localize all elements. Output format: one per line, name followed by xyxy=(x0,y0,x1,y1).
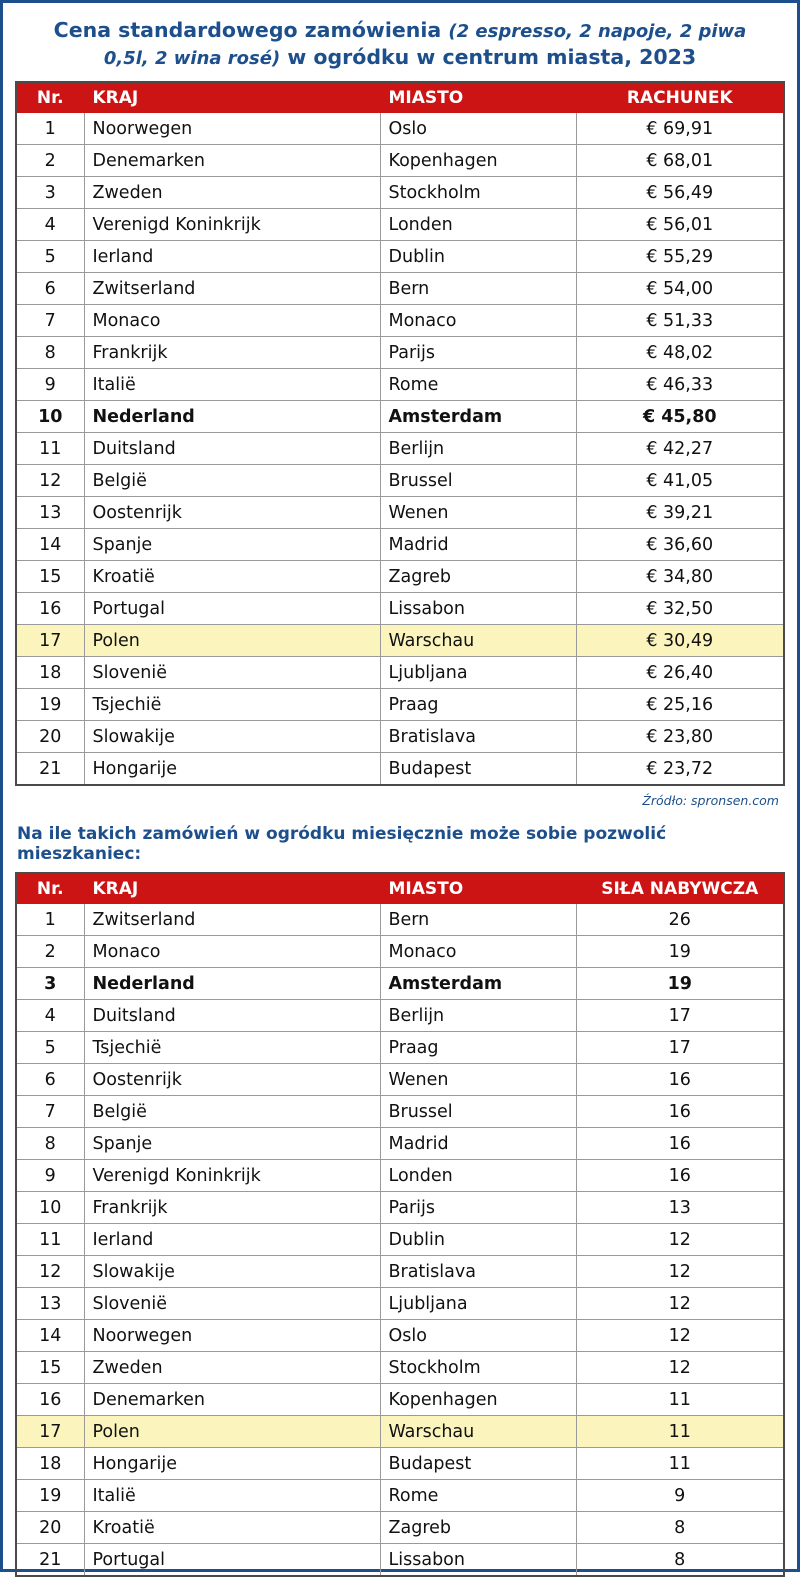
cell-country: Monaco xyxy=(84,305,380,337)
cell-country: Spanje xyxy=(84,1128,380,1160)
cell-country: Hongarije xyxy=(84,1448,380,1480)
cell-country: Spanje xyxy=(84,529,380,561)
cell-value: € 68,01 xyxy=(576,145,784,177)
cell-country: Noorwegen xyxy=(84,113,380,145)
cell-value: 19 xyxy=(576,968,784,1000)
cell-city: Praag xyxy=(380,689,576,721)
table-row xyxy=(16,1288,784,1320)
table-row xyxy=(16,1448,784,1480)
cell-value: 12 xyxy=(576,1256,784,1288)
cell-value: € 54,00 xyxy=(576,273,784,305)
cell-nr: 14 xyxy=(16,529,84,561)
cell-value: € 36,60 xyxy=(576,529,784,561)
cell-nr: 4 xyxy=(16,209,84,241)
table-row xyxy=(16,753,784,786)
cell-city: Madrid xyxy=(380,1128,576,1160)
cell-nr: 15 xyxy=(16,561,84,593)
table-row xyxy=(16,561,784,593)
cell-value: 12 xyxy=(576,1288,784,1320)
cell-city: Lissabon xyxy=(380,593,576,625)
cell-nr: 1 xyxy=(16,904,84,936)
cell-nr: 4 xyxy=(16,1000,84,1032)
cell-city: Warschau xyxy=(380,625,576,657)
cell-city: Warschau xyxy=(380,1416,576,1448)
table-row xyxy=(16,113,784,145)
purchasing-power-table-body xyxy=(16,904,784,1576)
table-row xyxy=(16,497,784,529)
cell-country: Ierland xyxy=(84,1224,380,1256)
cell-city: Oslo xyxy=(380,1320,576,1352)
cell-value: 11 xyxy=(576,1416,784,1448)
table-row xyxy=(16,337,784,369)
table-row xyxy=(16,1192,784,1224)
table-row xyxy=(16,1096,784,1128)
cell-country: Kroatië xyxy=(84,1512,380,1544)
price-table xyxy=(15,81,785,786)
cell-country: Polen xyxy=(84,1416,380,1448)
cell-city: Budapest xyxy=(380,1448,576,1480)
table-row xyxy=(16,209,784,241)
cell-value: € 41,05 xyxy=(576,465,784,497)
cell-country: Denemarken xyxy=(84,145,380,177)
cell-country: Zweden xyxy=(84,177,380,209)
cell-country: Slowakije xyxy=(84,1256,380,1288)
cell-nr: 3 xyxy=(16,968,84,1000)
table-row xyxy=(16,1000,784,1032)
table-row xyxy=(16,1544,784,1577)
cell-city: Zagreb xyxy=(380,561,576,593)
column-header-nr: Nr. xyxy=(16,873,84,904)
cell-city: Kopenhagen xyxy=(380,145,576,177)
table-row xyxy=(16,689,784,721)
purchasing-power-table-header xyxy=(16,873,784,904)
cell-value: € 45,80 xyxy=(576,401,784,433)
table-row xyxy=(16,1480,784,1512)
cell-value: 16 xyxy=(576,1160,784,1192)
cell-value: € 56,49 xyxy=(576,177,784,209)
cell-nr: 18 xyxy=(16,1448,84,1480)
cell-value: 17 xyxy=(576,1000,784,1032)
cell-value: € 23,72 xyxy=(646,758,714,779)
table-row xyxy=(16,305,784,337)
cell-country: Ierland xyxy=(84,241,380,273)
cell-nr: 5 xyxy=(16,1032,84,1064)
cell-city: Londen xyxy=(380,209,576,241)
cell-value: 11 xyxy=(576,1448,784,1480)
cell-value: 16 xyxy=(576,1128,784,1160)
table-row xyxy=(16,1032,784,1064)
cell-nr: 8 xyxy=(16,1128,84,1160)
table-row xyxy=(16,1512,784,1544)
table-row xyxy=(16,433,784,465)
cell-country: Kroatië xyxy=(84,561,380,593)
cell-nr: 13 xyxy=(16,497,84,529)
column-header-city: MIASTO xyxy=(380,82,576,113)
table-row xyxy=(16,1384,784,1416)
cell-country: Zwitserland xyxy=(84,273,380,305)
cell-city: Ljubljana xyxy=(380,657,576,689)
column-header-city: MIASTO xyxy=(380,873,576,904)
table-header-row xyxy=(16,82,784,113)
table-row xyxy=(16,145,784,177)
cell-value: € 32,50 xyxy=(576,593,784,625)
cell-value: € 34,80 xyxy=(576,561,784,593)
cell-nr: 19 xyxy=(16,689,84,721)
cell-nr: 21 xyxy=(16,1544,84,1577)
cell-nr: 15 xyxy=(16,1352,84,1384)
cell-value: € 56,01 xyxy=(576,209,784,241)
cell-value: 9 xyxy=(576,1480,784,1512)
cell-nr: 11 xyxy=(16,1224,84,1256)
cell-nr: 2 xyxy=(16,936,84,968)
cell-nr: 1 xyxy=(16,113,84,145)
cell-nr: 11 xyxy=(16,433,84,465)
cell-city: Monaco xyxy=(380,305,576,337)
cell-country: Nederland xyxy=(84,401,380,433)
table-row xyxy=(16,968,784,1000)
cell-value: 8 xyxy=(576,1512,784,1544)
cell-nr: 10 xyxy=(16,1192,84,1224)
column-header-country: KRAJ xyxy=(84,873,380,904)
cell-city: Dublin xyxy=(380,1224,576,1256)
price-table-header xyxy=(16,82,784,113)
cell-city: Wenen xyxy=(380,1064,576,1096)
cell-city: Praag xyxy=(380,1032,576,1064)
cell-nr: 6 xyxy=(16,1064,84,1096)
cell-city: Berlijn xyxy=(380,1000,576,1032)
cell-city: Amsterdam xyxy=(380,968,576,1000)
table-row xyxy=(16,177,784,209)
cell-country: Slovenië xyxy=(84,1288,380,1320)
cell-city: Oslo xyxy=(380,113,576,145)
cell-value: 11 xyxy=(576,1384,784,1416)
cell-city: Budapest xyxy=(380,753,576,786)
section-subtitle: Na ile takich zamówień w ogródku miesięcznie może sobie pozwolić mieszkaniec: xyxy=(17,824,667,865)
cell-value: 12 xyxy=(576,1320,784,1352)
cell-country: Zweden xyxy=(84,1352,380,1384)
cell-nr: 2 xyxy=(16,145,84,177)
table-row xyxy=(16,401,784,433)
cell-nr: 5 xyxy=(16,241,84,273)
cell-country: Oostenrijk xyxy=(84,497,380,529)
cell-city: Brussel xyxy=(380,465,576,497)
cell-nr: 17 xyxy=(16,625,84,657)
cell-city: Parijs xyxy=(380,337,576,369)
column-header-value: RACHUNEK xyxy=(576,82,784,113)
cell-country: België xyxy=(84,1096,380,1128)
cell-value: € 30,49 xyxy=(576,625,784,657)
table-row xyxy=(16,1224,784,1256)
table-row xyxy=(16,1256,784,1288)
cell-country: Denemarken xyxy=(84,1384,380,1416)
cell-city: Rome xyxy=(380,369,576,401)
table-row xyxy=(16,369,784,401)
table-row xyxy=(16,1320,784,1352)
cell-city: Stockholm xyxy=(380,177,576,209)
cell-value: € 25,16 xyxy=(576,689,784,721)
cell-nr: 21 xyxy=(16,753,84,786)
table-row xyxy=(16,1160,784,1192)
source-note: Źródło: spronsen.com xyxy=(642,793,779,809)
cell-country: Portugal xyxy=(84,1544,380,1577)
cell-country: Tsjechië xyxy=(84,689,380,721)
cell-nr: 9 xyxy=(16,1160,84,1192)
table-row xyxy=(16,1416,784,1448)
cell-country: Duitsland xyxy=(84,1000,380,1032)
cell-city: Bratislava xyxy=(380,721,576,753)
cell-country: Polen xyxy=(84,625,380,657)
table-row xyxy=(16,1352,784,1384)
table-row xyxy=(16,529,784,561)
table-row xyxy=(16,465,784,497)
cell-nr: 13 xyxy=(16,1288,84,1320)
cell-nr: 18 xyxy=(16,657,84,689)
cell-value: 13 xyxy=(576,1192,784,1224)
table-row xyxy=(16,904,784,936)
cell-city: Ljubljana xyxy=(380,1288,576,1320)
cell-nr: 16 xyxy=(16,593,84,625)
cell-nr: 20 xyxy=(16,721,84,753)
cell-country: Monaco xyxy=(84,936,380,968)
cell-city: Kopenhagen xyxy=(380,1384,576,1416)
cell-country: België xyxy=(84,465,380,497)
cell-nr: 9 xyxy=(16,369,84,401)
cell-city: Amsterdam xyxy=(380,401,576,433)
cell-city: Londen xyxy=(380,1160,576,1192)
cell-country: Frankrijk xyxy=(84,337,380,369)
cell-value: 17 xyxy=(576,1032,784,1064)
cell-country: Portugal xyxy=(84,593,380,625)
cell-country: Zwitserland xyxy=(84,904,380,936)
column-header-country: KRAJ xyxy=(84,82,380,113)
cell-country: Italië xyxy=(84,1480,380,1512)
cell-value: € 23,80 xyxy=(576,721,784,753)
table-row xyxy=(16,273,784,305)
cell-value: € 39,21 xyxy=(576,497,784,529)
cell-nr: 3 xyxy=(16,177,84,209)
cell-city: Madrid xyxy=(380,529,576,561)
column-header-value: SIŁA NABYWCZA xyxy=(576,873,784,904)
cell-value: 12 xyxy=(576,1352,784,1384)
cell-city: Zagreb xyxy=(380,1512,576,1544)
table-row xyxy=(16,936,784,968)
cell-nr: 14 xyxy=(16,1320,84,1352)
cell-nr: 10 xyxy=(16,401,84,433)
table-row xyxy=(16,657,784,689)
cell-nr: 12 xyxy=(16,465,84,497)
cell-value: 8 xyxy=(674,1549,686,1570)
cell-city: Lissabon xyxy=(380,1544,576,1577)
cell-value: € 48,02 xyxy=(576,337,784,369)
table-row xyxy=(16,625,784,657)
cell-value: 16 xyxy=(576,1096,784,1128)
cell-nr: 8 xyxy=(16,337,84,369)
cell-city: Monaco xyxy=(380,936,576,968)
cell-nr: 7 xyxy=(16,305,84,337)
page-title-part-2: w ogródku w centrum miasta, 2023 xyxy=(280,45,697,70)
cell-nr: 12 xyxy=(16,1256,84,1288)
cell-city: Bratislava xyxy=(380,1256,576,1288)
cell-value: € 69,91 xyxy=(576,113,784,145)
cell-value: € 51,33 xyxy=(576,305,784,337)
cell-value: 26 xyxy=(576,904,784,936)
cell-country: Tsjechië xyxy=(84,1032,380,1064)
cell-nr: 19 xyxy=(16,1480,84,1512)
table-row xyxy=(16,1064,784,1096)
cell-city: Bern xyxy=(380,904,576,936)
cell-city: Wenen xyxy=(380,497,576,529)
cell-country: Duitsland xyxy=(84,433,380,465)
cell-nr: 20 xyxy=(16,1512,84,1544)
cell-country: Slowakije xyxy=(84,721,380,753)
cell-country: Frankrijk xyxy=(84,1192,380,1224)
table-row xyxy=(16,593,784,625)
cell-value: € 26,40 xyxy=(576,657,784,689)
table-header-row xyxy=(16,873,784,904)
purchasing-power-table xyxy=(15,872,785,1577)
cell-value: 19 xyxy=(576,936,784,968)
cell-city: Parijs xyxy=(380,1192,576,1224)
cell-country: Oostenrijk xyxy=(84,1064,380,1096)
price-table-body xyxy=(16,113,784,785)
page-title-part-1: Cena standardowego zamówienia xyxy=(53,18,449,42)
cell-nr: 6 xyxy=(16,273,84,305)
table-row xyxy=(16,1128,784,1160)
table-row xyxy=(16,721,784,753)
cell-country: Noorwegen xyxy=(84,1320,380,1352)
table-row xyxy=(16,241,784,273)
cell-country: Verenigd Koninkrijk xyxy=(84,209,380,241)
cell-city: Bern xyxy=(380,273,576,305)
cell-value: 16 xyxy=(576,1064,784,1096)
cell-value: € 46,33 xyxy=(576,369,784,401)
page-title-italic-part: (2 espresso, 2 napoje, 2 piwa 0,5l, 2 wina rosé) xyxy=(103,21,747,70)
cell-country: Hongarije xyxy=(84,753,380,786)
cell-city: Stockholm xyxy=(380,1352,576,1384)
cell-value: € 55,29 xyxy=(576,241,784,273)
cell-country: Nederland xyxy=(84,968,380,1000)
cell-city: Brussel xyxy=(380,1096,576,1128)
page-title xyxy=(15,13,785,81)
cell-nr: 17 xyxy=(16,1416,84,1448)
cell-city: Rome xyxy=(380,1480,576,1512)
cell-city: Berlijn xyxy=(380,433,576,465)
cell-country: Slovenië xyxy=(84,657,380,689)
cell-nr: 16 xyxy=(16,1384,84,1416)
cell-value: € 42,27 xyxy=(576,433,784,465)
cell-value: 12 xyxy=(576,1224,784,1256)
column-header-nr: Nr. xyxy=(16,82,84,113)
cell-city: Dublin xyxy=(380,241,576,273)
cell-country: Verenigd Koninkrijk xyxy=(84,1160,380,1192)
cell-nr: 7 xyxy=(16,1096,84,1128)
cell-country: Italië xyxy=(84,369,380,401)
